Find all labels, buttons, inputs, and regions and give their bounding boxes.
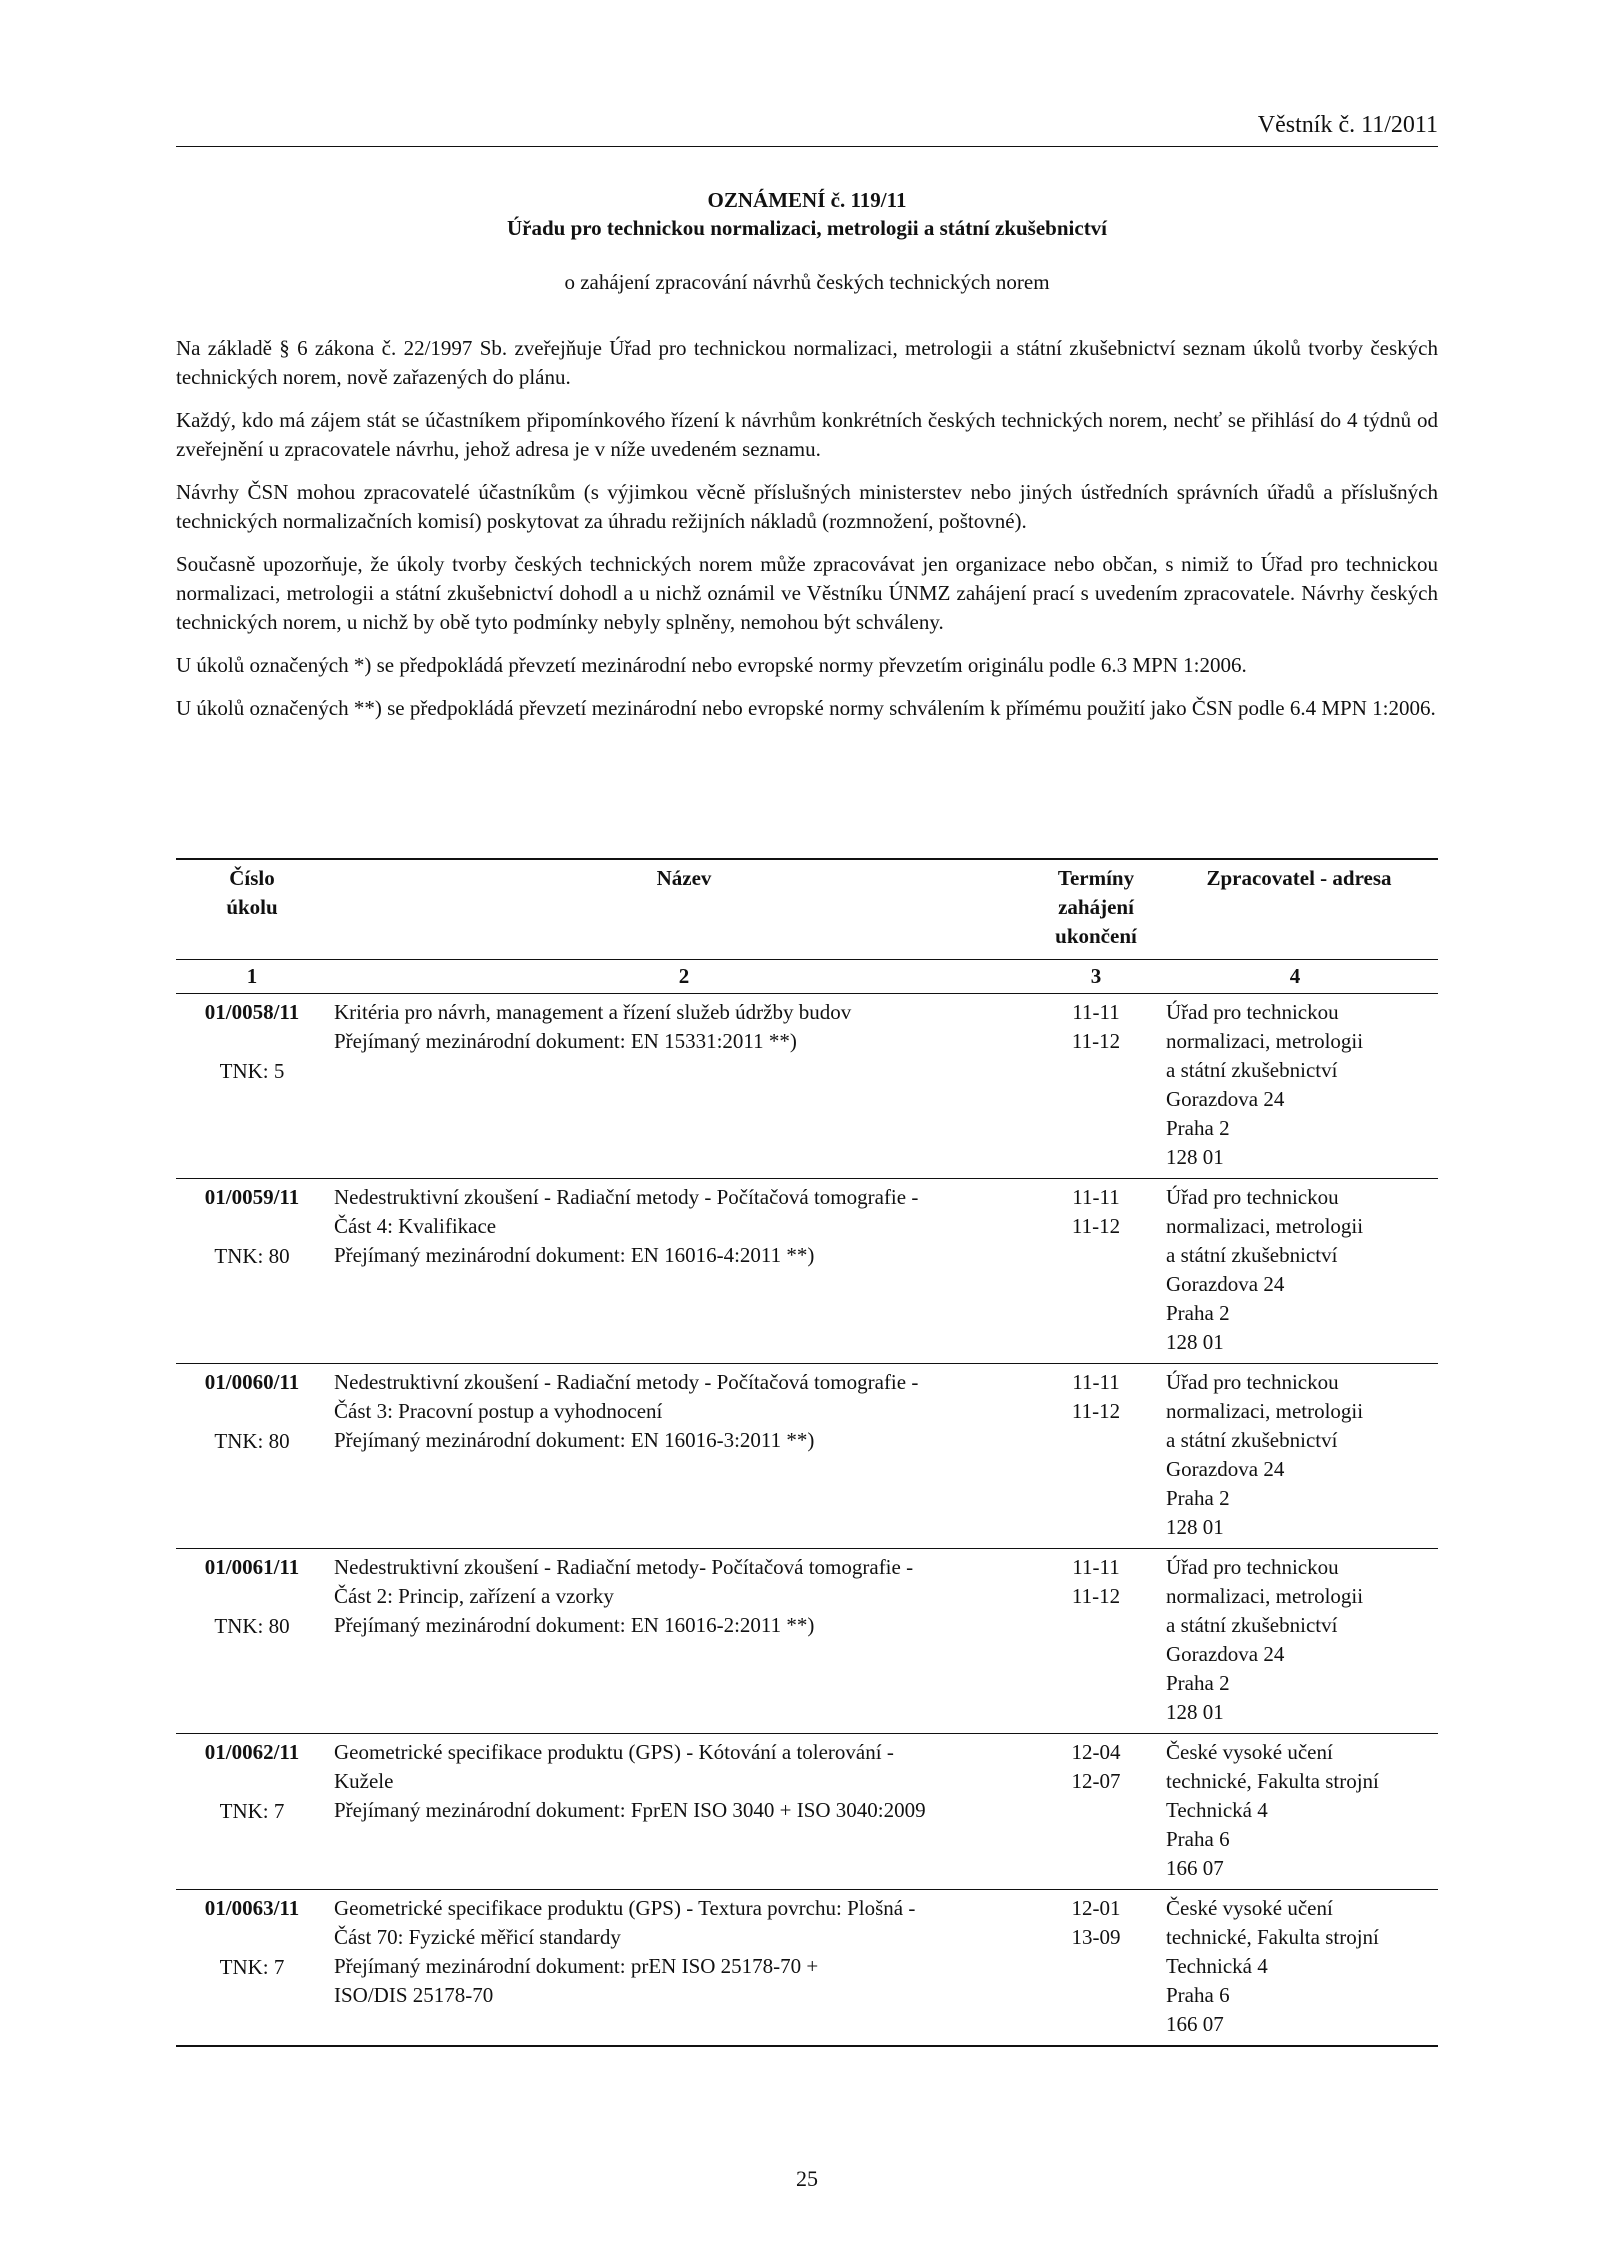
address-line: Gorazdova 24 xyxy=(1166,1642,1285,1666)
tnk-label: TNK: 7 xyxy=(219,1955,285,1979)
task-title-line: Přejímaný mezinárodní dokument: EN 16016-4:2011 **) xyxy=(334,1243,815,1267)
task-id-cell xyxy=(176,1734,328,1890)
address-line: Gorazdova 24 xyxy=(1166,1087,1285,1111)
table-row xyxy=(176,1549,1438,1734)
address-line: technické, Fakulta strojní xyxy=(1166,1925,1379,1949)
task-dates-cell xyxy=(1040,1364,1152,1549)
task-title-cell xyxy=(328,1549,1040,1734)
task-dates-cell xyxy=(1040,1179,1152,1364)
column-number: 4 xyxy=(1152,960,1438,994)
end-date: 11-12 xyxy=(1071,1584,1121,1608)
task-title-line: Kužele xyxy=(334,1769,394,1793)
address-line: Praha 2 xyxy=(1166,1671,1230,1695)
start-date: 11-11 xyxy=(1072,1185,1120,1209)
paragraph: Každý, kdo má zájem stát se účastníkem připomínkového řízení k návrhům konkrétních českých technických norem, nechť se přihlásí do 4 týdnů od zveřejnění u zpracovatele návrhu, jehož adresa je v níže uvedeném seznamu. xyxy=(176,408,1438,461)
address-line: normalizaci, metrologii xyxy=(1166,1399,1364,1423)
address-line: Praha 6 xyxy=(1166,1827,1230,1851)
processor-address-cell xyxy=(1152,1179,1438,1364)
notice-body xyxy=(176,334,1438,737)
task-id-cell xyxy=(176,1364,328,1549)
task-title-line: Přejímaný mezinárodní dokument: EN 16016-2:2011 **) xyxy=(334,1613,815,1637)
table-row xyxy=(176,1890,1438,2047)
task-dates-cell xyxy=(1040,1549,1152,1734)
address-line: Gorazdova 24 xyxy=(1166,1457,1285,1481)
address-line: normalizaci, metrologii xyxy=(1166,1214,1364,1238)
start-date: 11-11 xyxy=(1072,1370,1120,1394)
address-line: 166 07 xyxy=(1166,2012,1224,2036)
address-line: normalizaci, metrologii xyxy=(1166,1584,1364,1608)
task-title-cell xyxy=(328,1734,1040,1890)
task-dates-cell xyxy=(1040,1890,1152,2047)
table-row xyxy=(176,994,1438,1179)
start-date: 11-11 xyxy=(1072,1555,1120,1579)
paragraph: U úkolů označených *) se předpokládá převzetí mezinárodní nebo evropské normy převzetím originálu podle 6.3 MPN 1:2006. xyxy=(176,653,1247,677)
header-task-number: Číslo úkolu xyxy=(176,859,328,960)
task-number: 01/0061/11 xyxy=(204,1555,300,1579)
task-number: 01/0063/11 xyxy=(204,1896,300,1920)
notice-title-block xyxy=(176,186,1438,296)
publication-title: Věstník č. 11/2011 xyxy=(1257,112,1438,138)
address-line: Úřad pro technickou xyxy=(1166,1370,1339,1394)
address-line: Gorazdova 24 xyxy=(1166,1272,1285,1296)
tnk-label: TNK: 80 xyxy=(214,1614,290,1638)
task-title-cell xyxy=(328,1890,1040,2047)
address-line: Praha 2 xyxy=(1166,1486,1230,1510)
task-title-line: Kritéria pro návrh, management a řízení služeb údržby budov xyxy=(334,1000,852,1024)
address-line: Úřad pro technickou xyxy=(1166,1185,1339,1209)
task-title-cell xyxy=(328,994,1040,1179)
processor-address-cell xyxy=(1152,1734,1438,1890)
column-number: 1 xyxy=(176,960,328,994)
task-title-line: Část 2: Princip, zařízení a vzorky xyxy=(334,1584,614,1608)
task-title-line: Část 4: Kvalifikace xyxy=(334,1214,497,1238)
address-line: 128 01 xyxy=(1166,1145,1224,1169)
paragraph: Současně upozorňuje, že úkoly tvorby českých technických norem může zpracovávat jen organizace nebo občan, s nimiž to Úřad pro technickou normalizaci, metrologii a státní zkušebnictví dohodl a u nichž oznámil ve Věstníku ÚNMZ zahájení prací s uvedením zpracovatele. Návrhy českých technických norem, u nichž by obě tyto podmínky nebyly splněny, nemohou být schváleny. xyxy=(176,552,1438,634)
address-line: a státní zkušebnictví xyxy=(1166,1613,1338,1637)
address-line: Úřad pro technickou xyxy=(1166,1555,1339,1579)
end-date: 11-12 xyxy=(1071,1399,1121,1423)
page-header xyxy=(176,112,1438,147)
end-date: 13-09 xyxy=(1071,1925,1121,1949)
task-title-line: Nedestruktivní zkoušení - Radiační metody- Počítačová tomografie - xyxy=(334,1555,914,1579)
start-date: 12-01 xyxy=(1071,1896,1121,1920)
processor-address-cell xyxy=(1152,1549,1438,1734)
address-line: 128 01 xyxy=(1166,1515,1224,1539)
table-header-row xyxy=(176,859,1438,960)
tasks-table xyxy=(176,858,1438,2047)
task-id-cell xyxy=(176,1890,328,2047)
address-line: Úřad pro technickou xyxy=(1166,1000,1339,1024)
tnk-label: TNK: 80 xyxy=(214,1429,290,1453)
address-line: Praha 2 xyxy=(1166,1116,1230,1140)
task-title-line: Přejímaný mezinárodní dokument: prEN ISO 25178-70 + xyxy=(334,1954,819,1978)
table-row xyxy=(176,1364,1438,1549)
address-line: technické, Fakulta strojní xyxy=(1166,1769,1379,1793)
end-date: 12-07 xyxy=(1071,1769,1121,1793)
header-processor: Zpracovatel - adresa xyxy=(1152,859,1438,960)
task-id-cell xyxy=(176,1179,328,1364)
task-id-cell xyxy=(176,1549,328,1734)
address-line: České vysoké učení xyxy=(1166,1896,1333,1920)
address-line: Technická 4 xyxy=(1166,1954,1268,1978)
page-number: 25 xyxy=(796,2166,818,2191)
notice-number: OZNÁMENÍ č. 119/11 xyxy=(707,188,907,212)
start-date: 12-04 xyxy=(1071,1740,1121,1764)
task-dates-cell xyxy=(1040,994,1152,1179)
task-title-cell xyxy=(328,1179,1040,1364)
notice-subject: o zahájení zpracování návrhů českých technických norem xyxy=(564,270,1050,294)
column-number: 3 xyxy=(1040,960,1152,994)
task-id-cell xyxy=(176,994,328,1179)
tnk-label: TNK: 7 xyxy=(219,1799,285,1823)
end-date: 11-12 xyxy=(1071,1214,1121,1238)
task-title-line: Přejímaný mezinárodní dokument: FprEN ISO 3040 + ISO 3040:2009 xyxy=(334,1798,926,1822)
task-title-line: Nedestruktivní zkoušení - Radiační metody - Počítačová tomografie - xyxy=(334,1185,919,1209)
end-date: 11-12 xyxy=(1071,1029,1121,1053)
task-title-line: Geometrické specifikace produktu (GPS) - Textura povrchu: Plošná - xyxy=(334,1896,916,1920)
task-title-line: Část 70: Fyzické měřicí standardy xyxy=(334,1925,621,1949)
task-title-line: ISO/DIS 25178-70 xyxy=(334,1983,494,2007)
address-line: 166 07 xyxy=(1166,1856,1224,1880)
task-title-line: Geometrické specifikace produktu (GPS) - Kótování a tolerování - xyxy=(334,1740,894,1764)
address-line: a státní zkušebnictví xyxy=(1166,1428,1338,1452)
column-numbers-row xyxy=(176,960,1438,994)
processor-address-cell xyxy=(1152,994,1438,1179)
task-number: 01/0059/11 xyxy=(204,1185,300,1209)
address-line: 128 01 xyxy=(1166,1330,1224,1354)
address-line: a státní zkušebnictví xyxy=(1166,1243,1338,1267)
tnk-label: TNK: 80 xyxy=(214,1244,290,1268)
processor-address-cell xyxy=(1152,1364,1438,1549)
task-title-line: Přejímaný mezinárodní dokument: EN 16016-3:2011 **) xyxy=(334,1428,815,1452)
table-row xyxy=(176,1734,1438,1890)
column-number: 2 xyxy=(328,960,1040,994)
task-title-line: Část 3: Pracovní postup a vyhodnocení xyxy=(334,1399,663,1423)
paragraph: U úkolů označených **) se předpokládá převzetí mezinárodní nebo evropské normy schválením k přímému použití jako ČSN podle 6.4 MPN 1:2006. xyxy=(176,696,1436,720)
address-line: Praha 2 xyxy=(1166,1301,1230,1325)
task-title-line: Nedestruktivní zkoušení - Radiační metody - Počítačová tomografie - xyxy=(334,1370,919,1394)
address-line: Technická 4 xyxy=(1166,1798,1268,1822)
paragraph: Na základě § 6 zákona č. 22/1997 Sb. zveřejňuje Úřad pro technickou normalizaci, metrologii a státní zkušebnictví seznam úkolů tvorby českých technických norem, nově zařazených do plánu. xyxy=(176,336,1438,389)
table-body xyxy=(176,994,1438,2047)
address-line: České vysoké učení xyxy=(1166,1740,1333,1764)
tnk-label: TNK: 5 xyxy=(219,1059,285,1083)
header-title: Název xyxy=(328,859,1040,960)
task-dates-cell xyxy=(1040,1734,1152,1890)
start-date: 11-11 xyxy=(1072,1000,1120,1024)
address-line: normalizaci, metrologii xyxy=(1166,1029,1364,1053)
task-title-cell xyxy=(328,1364,1040,1549)
task-number: 01/0062/11 xyxy=(204,1740,300,1764)
notice-office: Úřadu pro technickou normalizaci, metrologii a státní zkušebnictví xyxy=(506,216,1108,240)
task-number: 01/0058/11 xyxy=(204,1000,300,1024)
paragraph: Návrhy ČSN mohou zpracovatelé účastníkům (s výjimkou věcně příslušných ministerstev nebo jiných ústředních správních úřadů a příslušných technických normalizačních komisí) poskytovat za úhradu režijních nákladů (rozmnožení, poštovné). xyxy=(176,480,1438,533)
address-line: Praha 6 xyxy=(1166,1983,1230,2007)
task-title-line: Přejímaný mezinárodní dokument: EN 15331:2011 **) xyxy=(334,1029,797,1053)
processor-address-cell xyxy=(1152,1890,1438,2047)
table-row xyxy=(176,1179,1438,1364)
address-line: 128 01 xyxy=(1166,1700,1224,1724)
header-dates: Termíny zahájení ukončení xyxy=(1040,859,1152,960)
task-number: 01/0060/11 xyxy=(204,1370,300,1394)
address-line: a státní zkušebnictví xyxy=(1166,1058,1338,1082)
